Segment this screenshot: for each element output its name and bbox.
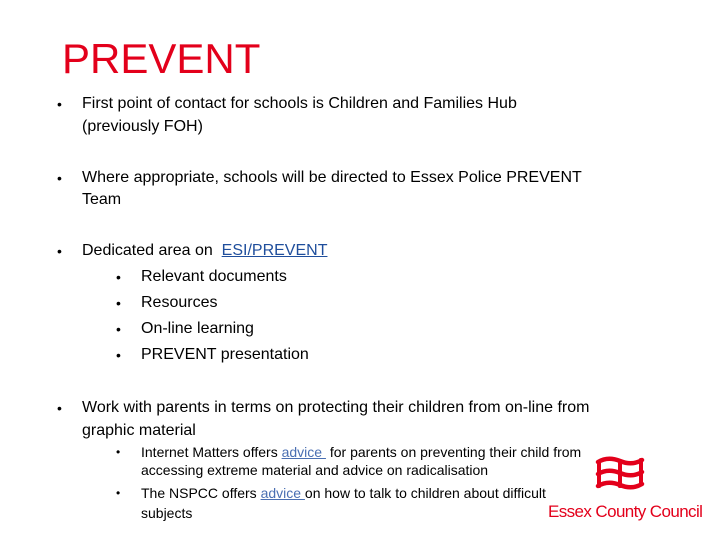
- esi-prevent-link[interactable]: ESI/PREVENT: [221, 242, 328, 259]
- sub-bullet-dot: •: [116, 269, 121, 285]
- internet-matters-advice-link[interactable]: advice: [281, 444, 326, 460]
- sub-bullet-dot: •: [116, 486, 121, 500]
- bullet-dot: •: [57, 243, 62, 259]
- bullet-dot: •: [57, 400, 62, 416]
- bullet-3-prefix: Dedicated area on: [82, 242, 218, 259]
- bullet-4-line-1: Work with parents in terms on protecting their children from on-line from: [82, 399, 590, 416]
- sub-item-prevent-presentation: PREVENT presentation: [141, 346, 309, 363]
- sub-bullet-dot: •: [116, 295, 121, 311]
- bullet-dot: •: [57, 96, 62, 112]
- sub-bullet-dot: •: [116, 347, 121, 363]
- bullet-dot: •: [57, 170, 62, 186]
- bullet-1-line-2: (previously FOH): [82, 118, 203, 135]
- bullet-3-line: [82, 239, 327, 263]
- sub-item-relevant-documents: Relevant documents: [141, 268, 287, 285]
- sub-item-resources: Resources: [141, 294, 218, 311]
- bullet-1-line-1: First point of contact for schools is Children and Families Hub: [82, 95, 517, 112]
- bullet-2-line-2: Team: [82, 191, 122, 208]
- bullet-4-line-2: graphic material: [82, 422, 196, 439]
- nspcc-advice-link[interactable]: advice: [260, 485, 305, 501]
- nspcc-line-1: [141, 483, 546, 504]
- seaxes-emblem-icon: [592, 452, 648, 500]
- sub-bullet-dot: •: [116, 321, 121, 337]
- nspcc-post: on how to talk to children about difficult: [304, 485, 546, 501]
- sub-item-online-learning: On-line learning: [141, 320, 254, 337]
- nspcc-line-2: subjects: [141, 505, 193, 521]
- internet-matters-pre: Internet Matters offers: [141, 444, 282, 460]
- internet-matters-post: for parents on preventing their child from: [325, 444, 582, 460]
- logo-text: Essex County Council: [548, 502, 703, 521]
- sub-bullet-dot: •: [116, 445, 121, 459]
- nspcc-pre: The NSPCC offers: [141, 485, 261, 501]
- slide-title: PREVENT: [62, 35, 261, 82]
- internet-matters-line-2: accessing extreme material and advice on radicalisation: [141, 462, 489, 478]
- essex-county-council-logo: [548, 452, 703, 524]
- bullet-2-line-1: Where appropriate, schools will be directed to Essex Police PREVENT: [82, 169, 582, 186]
